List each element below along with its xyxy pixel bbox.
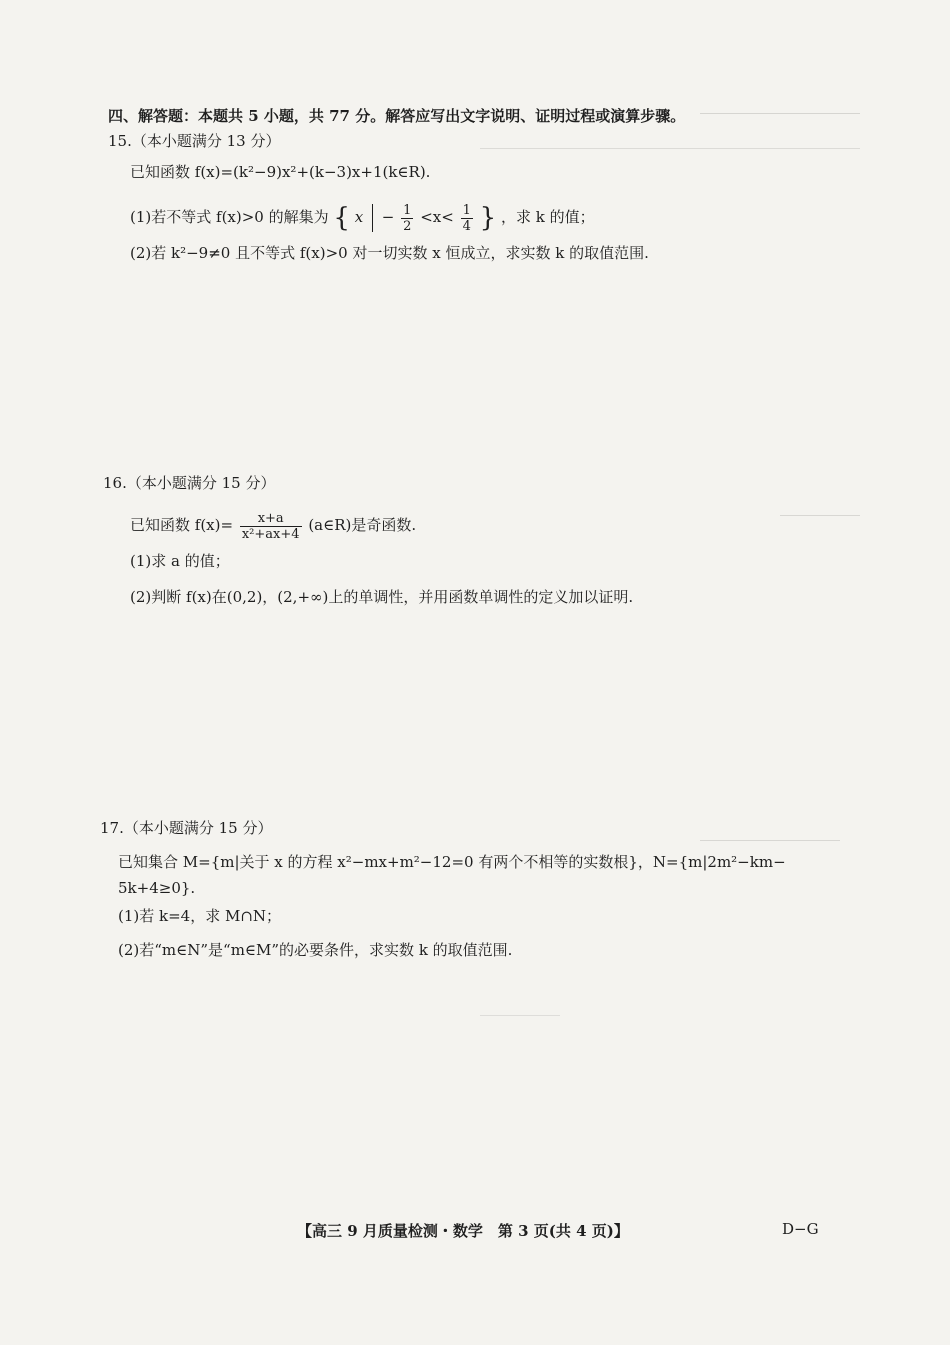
fraction-one-quarter [461, 203, 473, 234]
bleed-through-mark [480, 148, 860, 149]
page-footer: 【高三 9 月质量检测・数学 第 3 页(共 4 页)】 [297, 1222, 629, 1240]
q15-stem: 已知函数 f(x)=(k²−9)x²+(k−3)x+1(k∈R). [130, 163, 431, 181]
inequality-mid: <x< [420, 208, 454, 226]
q17-stem-line1: 已知集合 M={m|关于 x 的方程 x²−mx+m²−12=0 有两个不相等的实数根}，N={m|2m²−km− [118, 853, 786, 871]
bleed-through-mark [700, 840, 840, 841]
q16-stem [130, 508, 416, 542]
paper-code: D−G [782, 1220, 819, 1238]
q15-part1-text: (1)若不等式 f(x)>0 的解集为 [130, 208, 329, 226]
set-bar [372, 204, 373, 232]
q17-stem-line2: 5k+4≥0}. [118, 879, 196, 897]
q16-part1: (1)求 a 的值； [130, 552, 230, 570]
right-brace: } [479, 203, 497, 233]
q15-part1-tail: ，求 k 的值； [500, 208, 595, 226]
q15-header: 15.（本小题满分 13 分） [108, 132, 281, 150]
q17-header: 17.（本小题满分 15 分） [100, 819, 273, 837]
section-title: 四、解答题：本题共 5 小题，共 77 分。解答应写出文字说明、证明过程或演算步骤。 [108, 107, 686, 125]
minus-sign: − [381, 208, 395, 226]
q15-part2: (2)若 k²−9≠0 且不等式 f(x)>0 对一切实数 x 恒成立，求实数 k 的取值范围. [130, 244, 649, 262]
fraction-numerator: 1 [403, 202, 412, 218]
fraction-one-half [401, 203, 413, 234]
bleed-through-mark [700, 113, 860, 114]
fraction-numerator: 1 [462, 202, 471, 218]
q15-part1 [130, 200, 595, 235]
fraction-denominator: 4 [462, 218, 471, 234]
q16-header: 16.（本小题满分 15 分） [103, 474, 276, 492]
fraction-denominator: 2 [403, 218, 412, 234]
q16-fraction [240, 511, 302, 542]
q16-stem-tail: (a∈R)是奇函数. [308, 516, 417, 534]
q16-stem-text: 已知函数 f(x)= [130, 516, 234, 534]
q16-part2: (2)判断 f(x)在(0,2)，(2,+∞)上的单调性，并用函数单调性的定义加以证明. [130, 588, 634, 606]
set-variable: x [354, 208, 364, 226]
bleed-through-mark [480, 1015, 560, 1016]
q17-part2: (2)若“m∈N”是“m∈M”的必要条件，求实数 k 的取值范围. [118, 941, 513, 959]
q17-part1: (1)若 k=4，求 M∩N； [118, 907, 282, 925]
fraction-denominator: x²+ax+4 [241, 526, 300, 542]
fraction-numerator: x+a [240, 511, 302, 527]
left-brace: { [333, 203, 350, 233]
bleed-through-mark [780, 515, 860, 516]
